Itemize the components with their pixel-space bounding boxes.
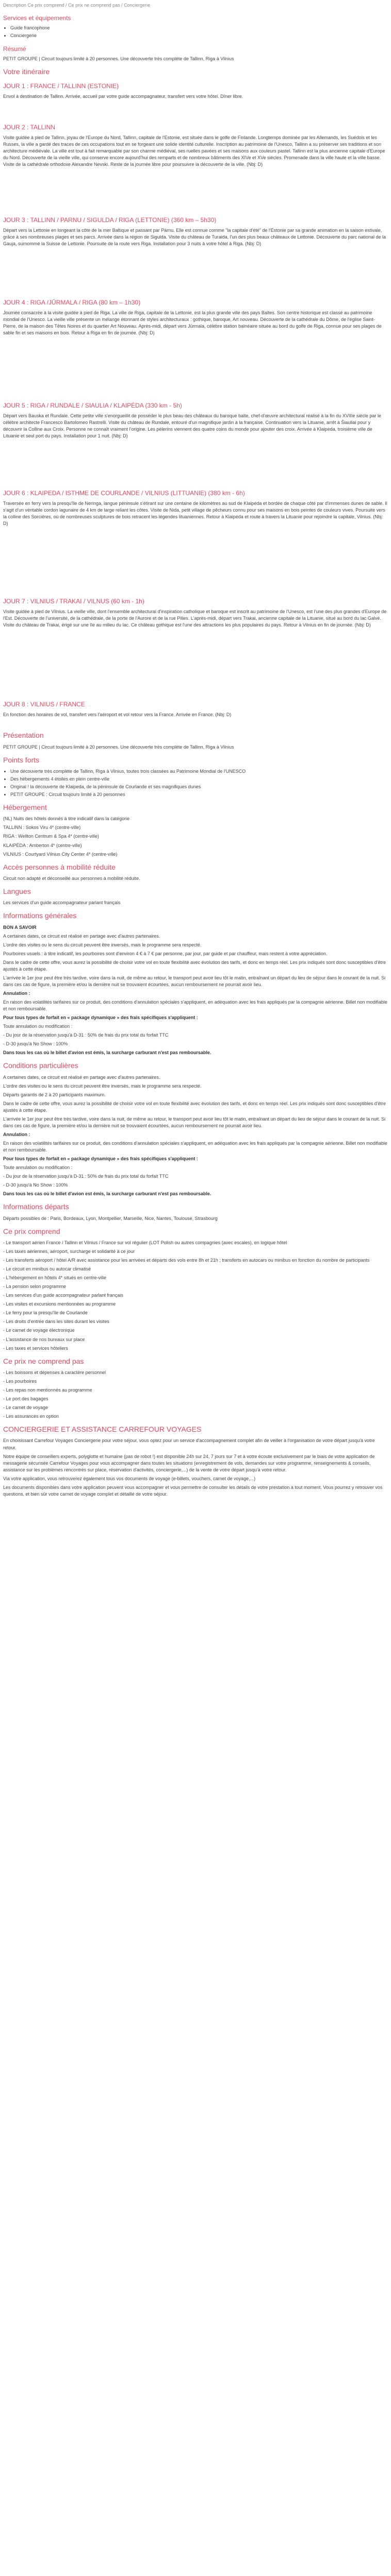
day-text: Traversée en ferry vers la presqu'île de Neringa, langue péninsule s'étirant sur une centaine de kilomètres au sud de Klaipėda et bordée de chaque côté par d'immenses dunes de sable. Il s'agit d'un véritable cordon lagunaire de 4 km de large reliant les côtes. Visite de Nida, petit village de pêcheurs connu pour ses maisons en bois peintes de couleurs vives. Poursuite vers la colline des Sorcières, où de nombreuses sculptures de bois retracent les légendes lituaniennes. Retour à Klaipėda et route à travers la Lituanie pour rejoindre la capitale, Vilnius. (Nbj: D)	[3, 500, 387, 526]
itinerary-day	[3, 123, 388, 211]
day-title: JOUR 5 : RIGA / RUNDALE / SIAULIA / KLAIPĖDA (330 km - 5h)	[3, 402, 182, 410]
services-list	[3, 25, 388, 39]
paragraph: L'ordre des visites ou le sens du circuit peuvent être inversés, mais le programme sera respecté.	[3, 1083, 202, 1089]
languages-text: Les services d'un guide accompagnateur parlant français	[3, 900, 121, 906]
include-item: - Les visites et excursions mentionnées au programme	[3, 1301, 116, 1307]
day-title: JOUR 7 : VILNIUS / TRAKAI / VILNUS (60 km - 1h)	[3, 598, 144, 605]
fees-title: Pour tous types de forfait en « package dynamique » des frais spécifiques s'appliquent :	[3, 1156, 198, 1162]
include-item: - Le circuit en minibus ou autocar climatisé	[3, 1266, 91, 1272]
crumb-description[interactable]: Description Ce prix comprend	[3, 3, 64, 8]
paragraph: Notre équipe de conseillers experts, polyglotte et humaine (pas de robot !) est disponible 24h sur 24, 7 jours sur 7 et à votre écoute exclusivement par le biais de votre application de messagerie sécurisée Carrefour Voyages pour vous accompagner dans toutes les situations (enregistrement de vols, demandes sur votre programme, renseignements & conseils, assistance sur les problèmes rencontrés sur place, réservation d'activités, conciergerie,...) de la vente de votre départ jusqu'à votre retour.	[3, 1453, 375, 1472]
paragraph: Pourboires usuels : à titre indicatif, les pourboires sont d'environ 4 € à 7 € par personne, par jour, par guide et par chauffeur, mais restent à votre appréciation.	[3, 951, 328, 956]
summary-title: Résumé	[3, 45, 26, 53]
access-text: Circuit non adapté et déconseillé aux personnes à mobilité réduite.	[3, 875, 140, 881]
day-title: JOUR 3 : TALLINN / PARNU / SIGULDA / RIGA (LETTONIE) (360 km – 5h30)	[3, 216, 217, 224]
fees-item: - Du jour de la réservation jusqu'à D-31 : 50% de frais du prix total du forfait TTC	[3, 1174, 169, 1179]
paragraph: A certaines dates, ce circuit est réalisé en partage avec d'autres partenaires.	[3, 1074, 160, 1080]
crumb-not-included[interactable]: Ce prix ne comprend pas	[68, 3, 120, 8]
fees-item: Toute annulation ou modification :	[3, 1024, 73, 1029]
lodging-intro: (NL) Nuits des hôtels donnés à titre indicatif dans la catégorie	[3, 816, 130, 822]
list-item: • PETIT GROUPE : Circuit toujours limité à 20 personnes	[10, 791, 388, 798]
ticket-note: Dans tous les cas où le billet d'avion est émis, la surcharge carburant n'est pas remboursable.	[3, 1191, 211, 1197]
exclude-item: - Les pourboires	[3, 1378, 37, 1384]
list-item: • Guide francophone	[10, 25, 388, 31]
paragraph: Départs garantis de 2 à 20 participants maximum.	[3, 1092, 106, 1097]
include-item: - Les transferts aéroport / hôtel A/R avec assistance pour les arrivées et départs des vols entre 8h et 21h ; transferts en autocars ou minibus en fonction du nombre de participants	[3, 1258, 370, 1263]
itinerary-day	[3, 700, 388, 726]
highlights-list	[3, 768, 388, 798]
include-item: - La pension selon programme	[3, 1284, 67, 1290]
includes-title: Ce prix comprend	[3, 1227, 60, 1235]
paragraph: En choisissant Carrefour Voyages Conciergerie pour votre séjour, vous optez pour un service d'accompagnement complet afin de veiller à l'organisation de votre départ jusqu'à votre retour.	[3, 1438, 375, 1450]
include-item: - Les taxes et services hôteliers	[3, 1345, 69, 1351]
breadcrumb: Description Ce prix comprend / Ce prix ne comprend pas / Conciergerie	[3, 3, 151, 8]
include-item: - Les taxes aériennes, aéroport, surcharge et solidarité à ce jour	[3, 1249, 135, 1255]
general-subtitle: BON A SAVOIR	[3, 924, 37, 930]
exclude-item: - Le port des bagages	[3, 1396, 48, 1402]
presentation-title: Présentation	[3, 731, 44, 740]
itinerary-day	[3, 597, 388, 695]
day-title: JOUR 1 : FRANCE / TALLINN (ESTONIE)	[3, 82, 119, 90]
include-item: - L'hébergement en hôtels 4* situés en centre-ville	[3, 1275, 106, 1281]
itinerary-day	[3, 489, 388, 592]
services-title: Services et équipements	[3, 14, 71, 22]
paragraph: Via votre application, vous retrouverez également tous vos documents de voyage (e-billets, vouchers, carnet de voyage,...)	[3, 1476, 256, 1481]
fees-title: Pour tous types de forfait en « package dynamique » des frais spécifiques s'appliquent :	[3, 1015, 198, 1021]
presentation-text: PETIT GROUPE | Circuit toujours limité à 20 personnes. Une découverte très complète de Tallinn, Riga à Vilnius	[3, 744, 234, 750]
day-title: JOUR 4 : RIGA /JŪRMALA / RIGA (80 km – 1h30)	[3, 299, 141, 307]
list-item: • Une découverte très complète de Tallinn, Riga à Vilnius, toutes trois classées au Patrimoine Mondial de l'UNESCO	[10, 768, 388, 775]
languages-title: Langues	[3, 887, 31, 895]
include-item: - Les services d'un guide accompagnateur parlant français	[3, 1293, 123, 1298]
fees-item: - Du jour de la réservation jusqu'à D-31 : 50% de frais du prix total du forfait TTC	[3, 1032, 169, 1038]
day-text: Départ vers Bauska et Rundale. Cette petite ville s'enorgueillit de posséder le plus beau des châteaux du baroque balte, chef-d'œuvre architectural réalisé à la fin du XVIIIe siècle par le célèbre architecte Francesco Bartolomeo Rastrelli. Visite du château de Rundale, entouré d'un magnifique jardin à la française. Continuation vers la Lituanie, arrêt à Šiauliai pour y découvrir la Colline aux Croix. Personne ne connaît vraiment l'origine. Les pèlerins viennent des quatre coins du monde pour ajouter des croix. Arrivée à Klaipėda, troisième ville de Lituanie et seul port du pays. Installation pour 1 nuit. (Nbj: D)	[3, 413, 381, 438]
paragraph: L'arrivée le 1er jour peut être très tardive, voire dans la nuit, de même au retour, le transport peut avoir lieu tôt le matin, entraînant un départ du lieu de séjour dans le courant de la nuit. Si dans ces cas de figure, la première et/ou la dernière nuit se trouvaient écourtées, aucun remboursement ne pourrait avoir lieu.	[3, 975, 386, 987]
list-item: • Des hébergements 4 étoiles en plein centre-ville	[10, 776, 388, 783]
paragraph: A certaines dates, ce circuit est réalisé en partage avec d'autres partenaires.	[3, 933, 160, 939]
ticket-note: Dans tous les cas où le billet d'avion est émis, la surcharge carburant n'est pas remboursable.	[3, 1050, 211, 1056]
day-text: Envol à destination de Tallinn. Arrivée, accueil par votre guide accompagnateur, transfert vers votre hôtel. Dîner libre.	[3, 93, 243, 99]
exclude-item: - Les assurances en option	[3, 1414, 59, 1419]
day-text: En fonction des horaires de vol, transfert vers l'aéroport et vol retour vers la France. Arrivée en France. (Nbj: D)	[3, 711, 232, 717]
itinerary-day	[3, 82, 388, 118]
itinerary-day	[3, 298, 388, 396]
exclude-item: - Les repas non mentionnés au programme	[3, 1387, 92, 1393]
include-item: - Le ferry pour la presqu'île de Courlande	[3, 1310, 88, 1316]
highlights-title: Points forts	[3, 755, 40, 764]
fees-item: - D-30 jusqu'à No Show : 100%	[3, 1182, 68, 1188]
paragraph: Dans le cadre de cette offre, vous aurez la possibilité de choisir votre vol en toute flexibilité avec évolution des tarifs, et donc en temps réel. Les prix indiqués sont donc susceptibles d'être ajustés à cette étape.	[3, 1100, 386, 1113]
day-text: Départ vers la Lettonie en longeant la côte de la mer Baltique et passant par Pärnu. Elle est connue comme "la capitale d'été" de l'Estonie par sa grande animation en la saison estivale, grâce à ses nombreuses plages et ses parcs. Arrivée dans la région de Sigulda. Visite du château de Turaida, l'un des plus beaux châteaux de Lettonie. Découverte du parc national de la Gauja, surnommé la Suisse de Lettonie. Poursuite de la route vers Riga. Installation pour 3 nuits à votre hôtel à Riga. (Nbj: D)	[3, 227, 386, 246]
paragraph: Les documents disponibles dans votre application peuvent vous accompagner et vous permettre de consulter les détails de votre prestation à tout moment. Vous pourrez y retrouver vos questions, et bien sûr votre carnet de voyage complet et détaillé de votre séjour.	[3, 1484, 383, 1497]
lodging-item: RIGA : Wellton Centrum & Spa 4* (centre-ville)	[3, 834, 99, 839]
paragraph: L'arrivée le 1er jour peut être très tardive, voire dans la nuit, de même au retour, le transport peut avoir lieu tôt le matin, entraînant un départ du lieu de séjour dans le courant de la nuit. Si dans ces cas de figure, la première et/ou la dernière nuit se trouvaient écourtées, aucun remboursement ne pourrait avoir lieu.	[3, 1116, 386, 1128]
conditions-title: Conditions particulières	[3, 1061, 78, 1070]
lodging-item: KLAIPĖDA : Amberton 4* (centre-ville)	[3, 842, 82, 848]
day-title: JOUR 6 : KLAIPEDA / ISTHME DE COURLANDE / VILNIUS (LITTUANIE) (380 km - 6h)	[3, 489, 245, 497]
cancel-text: En raison des volatilités tarifaires sur ce produit, des conditions d'annulation spéciales s'appliquent, en adéquation avec les frais appliqués par la compagnie aérienne. Billet non modifiable et non remboursable.	[3, 999, 387, 1012]
fees-item: Toute annulation ou modification :	[3, 1165, 73, 1171]
itinerary-title: Votre itinéraire	[3, 67, 50, 76]
list-item: • Original ! la découverte de Klaipeda, de la péninsule de Courlande et ses magnifiques dunes	[10, 784, 388, 790]
exclude-item: - Les boissons et dépenses à caractère personnel	[3, 1369, 106, 1375]
include-item: - Les droits d'entrée dans les sites durant les visites	[3, 1319, 109, 1325]
access-title: Accès personnes à mobilité réduite	[3, 862, 116, 871]
lodging-item: VILNIUS : Courtyard Vilnius City Center 4* (centre-ville)	[3, 851, 118, 857]
day-text: Journée consacrée à la visite guidée à pied de Riga. La ville de Riga, capitale de la Lettonie, est la plus grande ville des pays Baltes. Son centre historique est classé au patrimoine mondial de l'Unesco. La vieille ville présente un mélange étonnant de styles architecturaux : gothique, baroque, Art nouveau. Découverte de la cathédrale du Dôme, de l'église Saint-Pierre, de la maison des Têtes Noires et du quartier Art Nouveau. Après-midi, départ vers Jūrmala, célèbre station balnéaire située au bord du golfe de Riga, connue pour ses plages de sable fin et ses maisons en bois. Retour à Riga en fin de journée. (Nbj: D)	[3, 310, 382, 335]
cancel-title: Annulation :	[3, 990, 30, 996]
include-item: - L'assistance de nos bureaux sur place	[3, 1336, 85, 1342]
include-item: - Le carnet de voyage électronique	[3, 1328, 75, 1333]
departures-text: Départs possibles de : Paris, Bordeaux, Lyon, Montpellier, Marseille, Nice, Nantes, Toulouse, Strasbourg	[3, 1215, 218, 1221]
fees-item: - D-30 jusqu'à No Show : 100%	[3, 1041, 68, 1047]
itinerary-day	[3, 401, 388, 484]
include-item: - Le transport aérien France / Tallinn et Vilnius / France sur vol régulier (LOT Polish ou autres compagnies (avec escales), en logique hôtel	[3, 1240, 287, 1245]
crumb-concierge[interactable]: Conciergerie	[124, 3, 151, 8]
paragraph: Dans le cadre de cette offre, vous aurez la possibilité de choisir votre vol en toute flexibilité avec évolution des tarifs, et donc en temps réel. Les prix indiqués sont donc susceptibles d'être ajustés à cette étape.	[3, 959, 386, 972]
summary-text: PETIT GROUPE | Circuit toujours limité à 20 personnes. Une découverte très complète de Tallinn, Riga à Vilnius	[3, 56, 234, 61]
cancel-title: Annulation :	[3, 1131, 30, 1137]
day-text: Visite guidée à pied de Tallinn, joyau de l'Europe du Nord, Tallinn, capitale de l'Estonie, est située dans le golfe de Finlande. Longtemps dominée par les Allemands, les Suédois et les Russes, la ville a gardé des traces de ces occupations tout en se forgeant une solide identité culturelle. Inscription au patrimoine de l'Unesco, Tallinn a su préserver ses traditions et son architecture médiévale. La ville est tout à fait remarquable par son charme médiéval, ses ruelles pavées et ses maisons aux couleurs pastel. Tallinn est la plus ancienne capitale d'Europe du Nord. Découverte de la vieille ville, qui conserve encore aujourd'hui des remparts et de nombreux bâtiments des XIVe et XVe siècles. Promenade dans la ville haute et la ville basse. Visite de la cathédrale orthodoxe Alexandre Nevski. Reste de la journée libre pour poursuivre la découverte de la ville. (Nbj: D)	[3, 134, 385, 167]
excludes-title: Ce prix ne comprend pas	[3, 1357, 84, 1365]
cancel-text: En raison des volatilités tarifaires sur ce produit, des conditions d'annulation spéciales s'appliquent, en adéquation avec les frais appliqués par la compagnie aérienne. Billet non modifiable et non remboursable.	[3, 1141, 387, 1153]
day-title: JOUR 8 : VILNIUS / FRANCE	[3, 701, 85, 708]
list-item: • Conciergerie	[10, 32, 388, 39]
paragraph: L'ordre des visites ou le sens du circuit peuvent être inversés, mais le programme sera respecté.	[3, 942, 202, 947]
day-text: Visite guidée à pied de Vilnius. La vieille ville, dont l'ensemble architectural d'inspiration catholique et baroque est inscrit au patrimoine de l'Unesco, est l'une des plus grandes d'Europe de l'Est. Découverte de l'université, de la cathédrale, de la porte de l'Aurore et de la rue Pilies. L'après-midi, départ vers Trakai, ancienne capitale de la Lituanie, situé au bord du lac Galvé. Visite du château de Trakai, érigé sur une île au milieu du lac. Ce château gothique est l'une des attractions les plus populaires du pays. Retour à Vilnius en fin de journée. (Nbj: D)	[3, 608, 387, 628]
itinerary-day	[3, 216, 388, 293]
exclude-item: - Le carnet de voyage	[3, 1405, 48, 1411]
concierge-title: CONCIERGERIE ET ASSISTANCE CARREFOUR VOYAGES	[3, 1425, 202, 1434]
departures-title: Informations départs	[3, 1202, 69, 1211]
general-title: Informations générales	[3, 911, 77, 920]
lodging-item: TALLINN : Sokos Viru 4* (centre-ville)	[3, 825, 81, 831]
lodging-title: Hébergement	[3, 803, 47, 812]
day-title: JOUR 2 : TALLINN	[3, 124, 55, 131]
